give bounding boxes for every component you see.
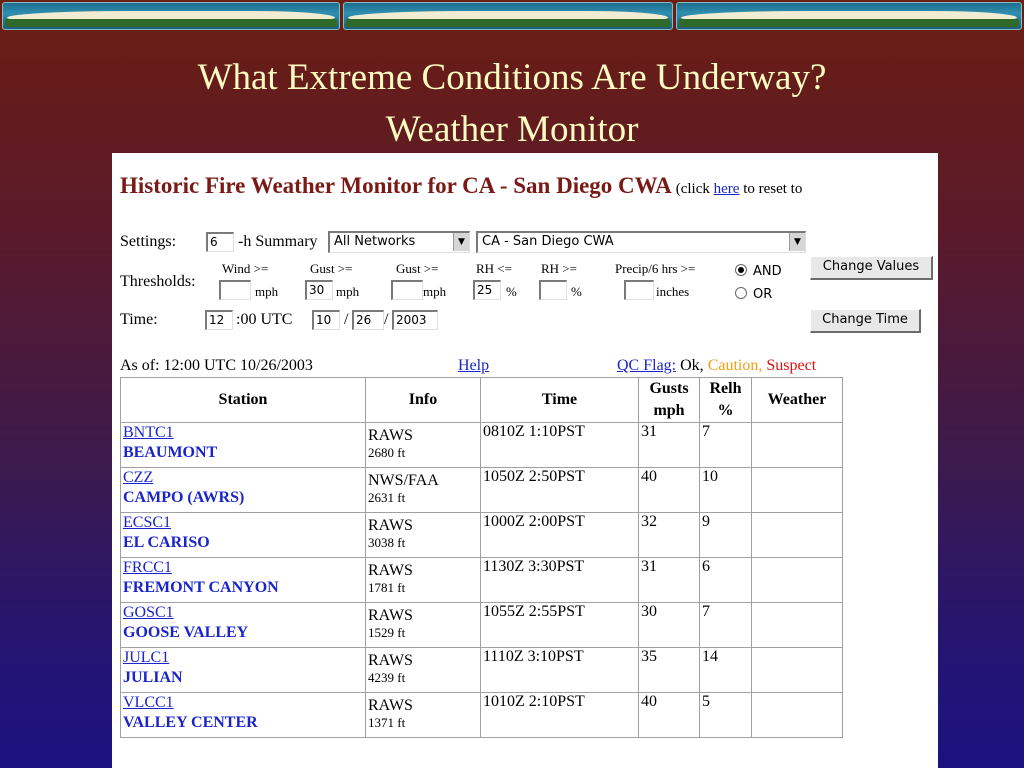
gust-unit: mph <box>423 284 447 299</box>
station-name: BEAUMONT <box>123 444 218 461</box>
col-gusts-line1: Gusts <box>649 380 689 397</box>
logic-or-label: OR <box>753 287 773 302</box>
table-row <box>121 603 843 648</box>
as-of-text: As of: 12:00 UTC 10/26/2003 <box>120 357 313 374</box>
station-elevation: 3038 ft <box>368 535 406 550</box>
station-elevation: 1781 ft <box>368 580 406 595</box>
banner-segment <box>2 2 340 30</box>
precip-input[interactable] <box>624 280 654 300</box>
gust-cell: 31 <box>639 423 700 468</box>
info-cell <box>366 648 481 693</box>
station-network: RAWS <box>368 697 413 714</box>
station-id-link[interactable]: ECSC1 <box>123 514 172 531</box>
station-network: RAWS <box>368 652 413 669</box>
table-header-row <box>121 378 843 423</box>
weather-cell <box>752 468 843 513</box>
time-cell: 1130Z 3:30PST <box>481 558 639 603</box>
station-elevation: 2680 ft <box>368 445 406 460</box>
date-separator: / <box>344 311 349 328</box>
time-day-input[interactable]: 26 <box>352 310 384 330</box>
rh-min-label: RH >= <box>541 261 577 276</box>
station-cell <box>121 648 366 693</box>
weather-cell <box>752 558 843 603</box>
station-elevation: 1371 ft <box>368 715 406 730</box>
time-month-input[interactable]: 10 <box>312 310 340 330</box>
station-id-link[interactable]: BNTC1 <box>123 424 174 441</box>
logic-and-radio[interactable] <box>735 264 747 276</box>
rh-max-label: RH <= <box>476 261 512 276</box>
area-select-value: CA - San Diego CWA <box>482 234 614 249</box>
info-cell <box>366 423 481 468</box>
slide-title <box>0 52 1024 156</box>
reset-note-prefix: (click <box>675 181 714 197</box>
station-network: NWS/FAA <box>368 472 439 489</box>
station-id-link[interactable]: VLCC1 <box>123 694 174 711</box>
relh-cell: 9 <box>700 513 752 558</box>
station-cell <box>121 468 366 513</box>
time-cell: 1010Z 2:10PST <box>481 693 639 738</box>
col-relh-line1: Relh <box>709 380 742 397</box>
station-table <box>120 377 843 738</box>
station-cell <box>121 603 366 648</box>
info-cell <box>366 603 481 648</box>
station-name: JULIAN <box>123 669 183 686</box>
reset-note <box>676 181 803 197</box>
summary-hours-suffix: -h Summary <box>238 233 318 250</box>
col-gusts-line2: mph <box>653 402 685 419</box>
col-weather: Weather <box>752 378 843 423</box>
station-id-link[interactable]: GOSC1 <box>123 604 174 621</box>
station-network: RAWS <box>368 427 413 444</box>
station-name: FREMONT CANYON <box>123 579 279 596</box>
station-cell <box>121 558 366 603</box>
banner-segment <box>343 2 673 30</box>
gust-min-input[interactable]: 30 <box>305 280 333 300</box>
relh-cell: 7 <box>700 423 752 468</box>
col-info: Info <box>366 378 481 423</box>
time-cell: 1050Z 2:50PST <box>481 468 639 513</box>
table-row <box>121 558 843 603</box>
qc-flag-link[interactable]: QC Flag: <box>617 357 677 374</box>
station-elevation: 2631 ft <box>368 490 406 505</box>
wind-unit: mph <box>255 284 279 299</box>
col-time: Time <box>481 378 639 423</box>
rh-min-input[interactable] <box>539 280 567 300</box>
station-network: RAWS <box>368 607 413 624</box>
banner-segment <box>676 2 1022 30</box>
info-cell <box>366 468 481 513</box>
weather-cell <box>752 648 843 693</box>
table-row <box>121 693 843 738</box>
station-id-link[interactable]: JULC1 <box>123 649 170 666</box>
wind-input[interactable] <box>219 280 251 300</box>
slide-title-line2: Weather Monitor <box>385 109 639 150</box>
gust-min-label: Gust >= <box>310 261 353 276</box>
gust-min-unit: mph <box>336 284 360 299</box>
col-relh-line2: % <box>717 402 734 419</box>
chevron-down-icon: ▼ <box>789 233 805 251</box>
time-hour-suffix: :00 UTC <box>236 311 293 328</box>
qc-suspect: Suspect <box>762 357 817 374</box>
wind-label: Wind >= <box>222 261 269 276</box>
gust-input[interactable] <box>391 280 423 300</box>
station-name: EL CARISO <box>123 534 210 551</box>
slide-banner <box>0 0 1024 34</box>
rh-max-unit: % <box>506 284 517 299</box>
station-id-link[interactable]: CZZ <box>123 469 154 486</box>
date-separator: / <box>384 311 389 328</box>
gust-cell: 40 <box>639 468 700 513</box>
summary-hours-input[interactable]: 6 <box>206 232 234 252</box>
time-label: Time: <box>120 311 158 328</box>
station-network: RAWS <box>368 562 413 579</box>
precip-unit: inches <box>656 284 690 299</box>
weather-cell <box>752 693 843 738</box>
reset-note-suffix: to reset to <box>739 181 803 197</box>
time-cell: 0810Z 1:10PST <box>481 423 639 468</box>
time-hour-input[interactable]: 12 <box>205 310 233 330</box>
time-cell: 1055Z 2:55PST <box>481 603 639 648</box>
col-relh <box>700 378 752 423</box>
chevron-down-icon: ▼ <box>453 233 469 251</box>
page-header <box>120 173 802 199</box>
network-select-value: All Networks <box>334 234 416 249</box>
table-row <box>121 513 843 558</box>
gust-cell: 35 <box>639 648 700 693</box>
qc-ok: Ok, <box>676 357 704 374</box>
col-station: Station <box>121 378 366 423</box>
page-heading: Historic Fire Weather Monitor for CA - San Diego CWA <box>120 173 672 198</box>
weather-cell <box>752 603 843 648</box>
station-id-link[interactable]: FRCC1 <box>123 559 172 576</box>
gust-label: Gust >= <box>396 261 439 276</box>
thresholds-label: Thresholds: <box>120 273 196 290</box>
precip-label: Precip/6 hrs >= <box>615 261 696 276</box>
time-year-input[interactable]: 2003 <box>392 310 438 330</box>
station-cell <box>121 423 366 468</box>
gust-cell: 32 <box>639 513 700 558</box>
qc-caution: Caution, <box>703 357 763 374</box>
station-network: RAWS <box>368 517 413 534</box>
settings-label: Settings: <box>120 233 177 250</box>
network-select[interactable] <box>328 231 470 253</box>
weather-cell <box>752 423 843 468</box>
help-link[interactable]: Help <box>458 357 490 374</box>
change-time-button[interactable]: Change Time <box>810 309 921 333</box>
station-cell <box>121 693 366 738</box>
rh-min-unit: % <box>571 284 582 299</box>
relh-cell: 5 <box>700 693 752 738</box>
relh-cell: 10 <box>700 468 752 513</box>
station-name: CAMPO (AWRS) <box>123 489 245 506</box>
qc-flag-legend <box>617 357 816 375</box>
logic-and-label: AND <box>753 264 782 279</box>
table-row <box>121 468 843 513</box>
gust-cell: 30 <box>639 603 700 648</box>
gust-cell: 40 <box>639 693 700 738</box>
relh-cell: 14 <box>700 648 752 693</box>
info-cell <box>366 693 481 738</box>
rh-max-input[interactable]: 25 <box>473 280 501 300</box>
weather-monitor-page <box>112 153 938 768</box>
station-elevation: 4239 ft <box>368 670 406 685</box>
table-row <box>121 423 843 468</box>
slide-title-line1: What Extreme Conditions Are Underway? <box>197 57 827 98</box>
col-gusts <box>639 378 700 423</box>
reset-link[interactable]: here <box>713 181 740 197</box>
time-cell: 1110Z 3:10PST <box>481 648 639 693</box>
station-cell <box>121 513 366 558</box>
station-name: GOOSE VALLEY <box>123 624 249 641</box>
table-row <box>121 648 843 693</box>
station-name: VALLEY CENTER <box>123 714 258 731</box>
area-select[interactable] <box>476 231 806 253</box>
change-values-button[interactable]: Change Values <box>810 256 933 280</box>
time-cell: 1000Z 2:00PST <box>481 513 639 558</box>
gust-cell: 31 <box>639 558 700 603</box>
station-elevation: 1529 ft <box>368 625 406 640</box>
weather-cell <box>752 513 843 558</box>
logic-or-radio[interactable] <box>735 287 747 299</box>
relh-cell: 6 <box>700 558 752 603</box>
info-cell <box>366 513 481 558</box>
info-cell <box>366 558 481 603</box>
relh-cell: 7 <box>700 603 752 648</box>
